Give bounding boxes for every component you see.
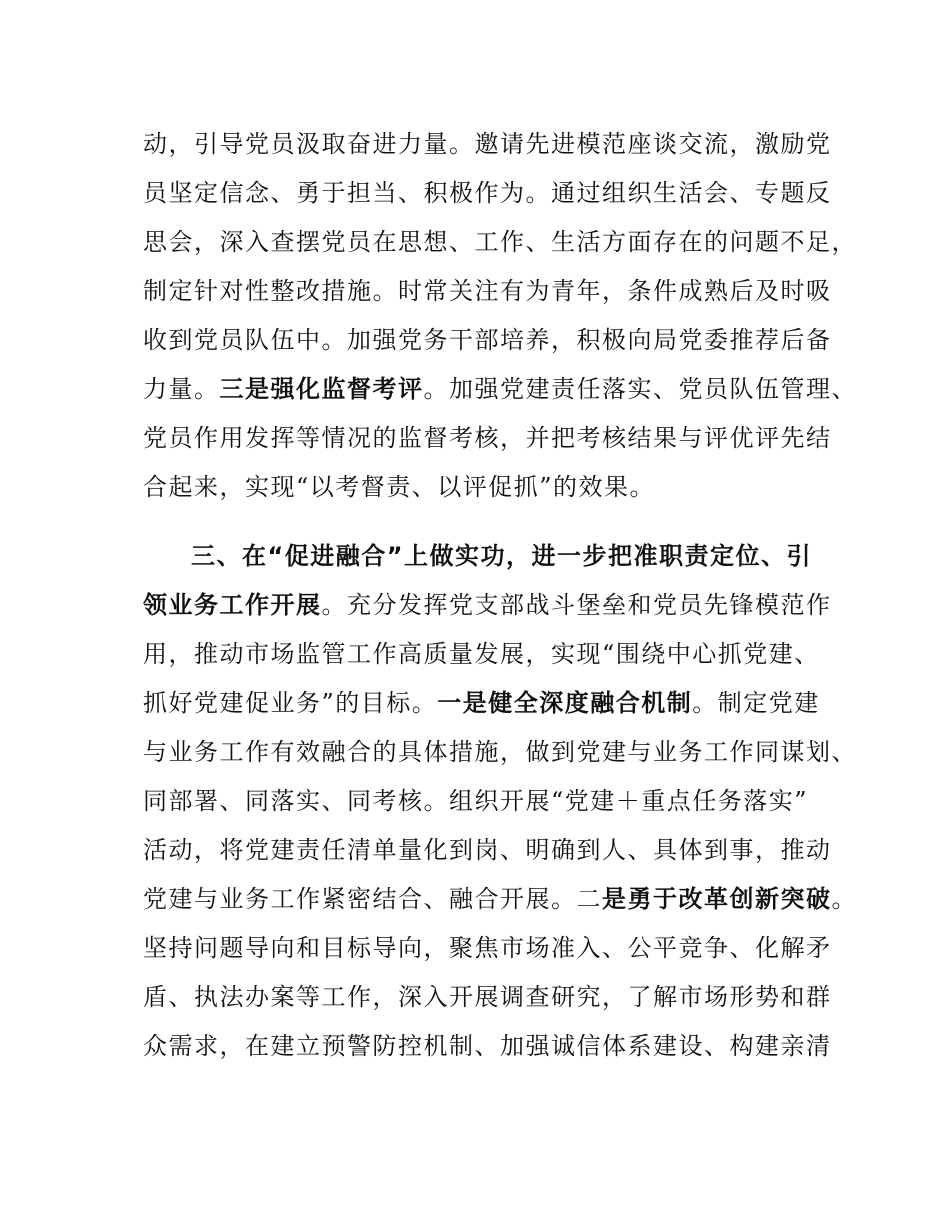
text-segment: 抓好党建促业务”的目标。: [143, 689, 438, 717]
text-line: 合起来，实现“以考督责、以评促抓”的效果。: [143, 473, 656, 501]
text-segment: 。制定党建: [692, 689, 820, 717]
text-line: 活动，将党建责任清单量化到岗、明确到人、具体到事，推动: [143, 836, 832, 864]
text-line: 收到党员队伍中。加强党务干部培养，积极向局党委推荐后备: [143, 326, 832, 354]
text-line: 坚持问题导向和目标导向，聚焦市场准入、公平竞争、化解矛: [143, 934, 832, 962]
text-line: 动，引导党员汲取奋进力量。邀请先进模范座谈交流，激励党: [143, 130, 832, 158]
section-heading-line: [143, 532, 833, 581]
text-line: 制定针对性整改措施。时常关注有为青年，条件成熟后及时吸: [143, 277, 832, 305]
paragraph-2: [143, 532, 857, 1071]
bold-heading: 是勇于改革创新突破: [602, 885, 832, 913]
section-heading: 领业务工作开展: [143, 591, 322, 619]
text-line: 同部署、同落实、同考核。组织开展“党建＋重点任务落实”: [143, 787, 809, 815]
text-line: 众需求，在建立预警防控机制、加强诚信体系建设、构建亲清: [143, 1032, 832, 1060]
paragraph-1: [143, 120, 857, 512]
text-segment: 力量。: [143, 375, 220, 403]
text-line: 与业务工作有效融合的具体措施，做到党建与业务工作同谋划、: [143, 738, 857, 766]
text-line: [143, 679, 833, 728]
text-line: [143, 875, 857, 924]
bold-heading: 一是健全深度融合机制: [437, 689, 693, 717]
bold-heading: 三是强化监督考评: [219, 375, 424, 403]
text-line: 用，推动市场监管工作高质量发展，实现“围绕中心抓党建、: [143, 640, 820, 668]
text-segment: 。: [831, 885, 857, 913]
section-heading: 三、在“促进融合”上做实功，进一步把准职责定位、引: [191, 542, 813, 570]
text-segment: 党建与业务工作紧密结合、融合开展。二: [143, 885, 602, 913]
text-line: 盾、执法办案等工作，深入开展调查研究，了解市场形势和群: [143, 983, 832, 1011]
text-line: [143, 581, 833, 630]
text-line: [143, 365, 857, 414]
text-line: 党员作用发挥等情况的监督考核，并把考核结果与评优评先结: [143, 424, 832, 452]
text-segment: 。充分发挥党支部战斗堡垒和党员先锋模范作: [321, 591, 832, 619]
text-line: 员坚定信念、勇于担当、积极作为。通过组织生活会、专题反: [143, 179, 832, 207]
text-line: 思会，深入查摆党员在思想、工作、生活方面存在的问题不足，: [143, 228, 857, 256]
text-segment: 。加强党建责任落实、党员队伍管理、: [423, 375, 857, 403]
